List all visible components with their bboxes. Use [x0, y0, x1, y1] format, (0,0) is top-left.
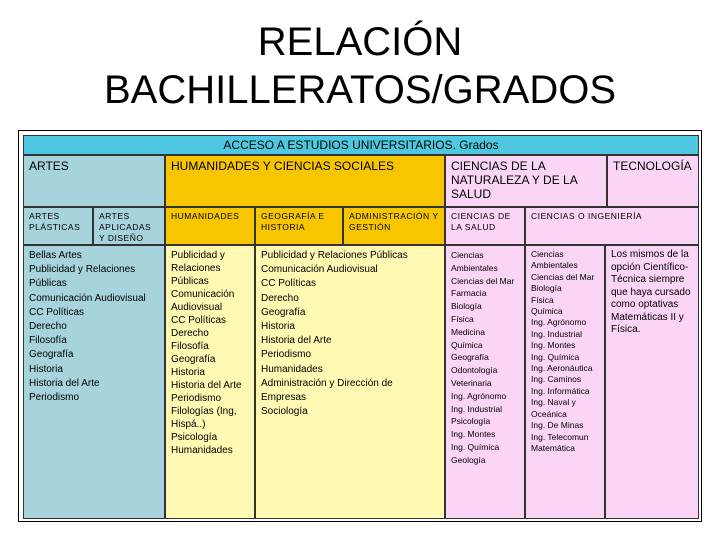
list-item: Administración y Dirección de Empresas [261, 377, 393, 404]
list-item: Farmacia [451, 288, 487, 299]
list-item: Física [531, 294, 554, 305]
list-item: Ing. De Minas [531, 420, 584, 431]
list-item: Historia del Arte [261, 335, 332, 347]
list-item: Humanidades [171, 445, 233, 456]
list-item: Comunicación Audiovisual [29, 292, 146, 304]
list-item: Filosofía [29, 335, 67, 347]
list-item: Historia del Arte [29, 377, 100, 389]
list-humanidades [171, 249, 249, 457]
list-item: Ing. Aeronáutica [531, 363, 593, 374]
column-ciencias-ingenieria [525, 245, 605, 519]
list-item: Ing. Montes [531, 340, 576, 351]
list-item: Ing. Caminos [531, 374, 582, 385]
list-item: Derecho [261, 292, 299, 304]
list-ciencias-ingenieria [531, 249, 599, 454]
list-item: CC Políticas [171, 315, 227, 326]
list-item: Matemática [531, 442, 575, 453]
column-ciencias-salud [445, 245, 525, 519]
list-item: Geología [451, 454, 486, 465]
list-item: Ing. Agrónomo [451, 390, 507, 401]
subheader-ciencias-ingenieria: CIENCIAS O INGENIERÍA [525, 207, 699, 245]
list-item: Ing. Agrónomo [531, 317, 587, 328]
list-item: Ing. Telecomun [531, 431, 589, 442]
list-item: Medicina [451, 326, 486, 337]
list-item: Comunicación Audiovisual [171, 289, 235, 313]
list-item: Psicología [451, 416, 491, 427]
list-item: Ciencias del Mar [451, 275, 515, 286]
list-item: Ing. Informática [531, 385, 590, 396]
column-tecnologia: Los mismos de la opción Científico-Técnica siempre que haya cursado como optativas Matemáticas II y Física. [605, 245, 699, 519]
subheader-artes-aplicadas: ARTES APLICADAS Y DISEÑO [93, 207, 165, 245]
list-item: Odontología [451, 365, 498, 376]
list-item: Filologías (Ing, Hispá..) [171, 406, 237, 430]
list-item: Filosofía [171, 341, 209, 352]
list-item: Ing. Industrial [531, 328, 583, 339]
header-humanidades: HUMANIDADES Y CIENCIAS SOCIALES [165, 155, 445, 207]
list-item: CC Políticas [261, 278, 317, 290]
list-item: Química [531, 306, 563, 317]
page-title [0, 18, 720, 114]
list-item: Comunicación Audiovisual [261, 264, 378, 276]
column-geografia-administracion [255, 245, 445, 519]
header-artes: ARTES [23, 155, 165, 207]
list-item: Ciencias del Mar [531, 271, 595, 282]
list-item: Periodismo [261, 349, 312, 361]
list-item: CC Políticas [29, 306, 85, 318]
subheader-ciencias-salud: CIENCIAS DE LA SALUD [445, 207, 525, 245]
list-item: Biología [451, 301, 482, 312]
list-item: Historia [261, 321, 295, 333]
list-artes [29, 249, 159, 405]
header-tecnologia: TECNOLOGÍA [607, 155, 699, 207]
list-geografia-administracion [261, 249, 439, 419]
list-item: Ing. Química [451, 441, 500, 452]
title-line-1: RELACIÓN [257, 20, 463, 64]
list-item: Ing. Industrial [451, 403, 503, 414]
list-item: Geografía [261, 306, 306, 318]
list-item: Historia del Arte [171, 380, 242, 391]
list-item: Sociología [261, 406, 308, 418]
subheader-artes-plasticas: ARTES PLÁSTICAS [23, 207, 93, 245]
title-line-2: BACHILLERATOS/GRADOS [104, 68, 616, 112]
list-item: Derecho [171, 328, 209, 339]
list-item: Ing. Naval y Oceánica [531, 397, 576, 419]
list-item: Ciencias Ambientales [451, 250, 498, 273]
list-item: Derecho [29, 321, 67, 333]
subheader-administracion: ADMINISTRACIÓN Y GESTIÓN [343, 207, 445, 245]
list-item: Historia [171, 367, 205, 378]
list-item: Física [451, 313, 474, 324]
list-item: Publicidad y Relaciones Públicas [29, 264, 136, 290]
header-ciencias-naturaleza: CIENCIAS DE LA NATURALEZA Y DE LA SALUD [445, 155, 607, 207]
list-item: Ciencias Ambientales [531, 249, 578, 271]
list-item: Historia [29, 363, 63, 375]
grades-table [18, 130, 702, 522]
subheader-geografia-historia: GEOGRAFÍA E HISTORIA [255, 207, 343, 245]
list-item: Geografía [29, 349, 74, 361]
list-item: Periodismo [171, 393, 222, 404]
list-item: Biología [531, 283, 562, 294]
list-item: Psicología [171, 432, 218, 443]
list-item: Humanidades [261, 363, 323, 375]
column-artes [23, 245, 165, 519]
subheader-humanidades: HUMANIDADES [165, 207, 255, 245]
list-item: Publicidad y Relaciones Públicas [171, 250, 225, 287]
column-humanidades [165, 245, 255, 519]
list-item: Periodismo [29, 392, 80, 404]
list-item: Veterinaria [451, 377, 492, 388]
list-item: Ing. Química [531, 351, 580, 362]
table-banner: ACCESO A ESTUDIOS UNIVERSITARIOS. Grados [23, 135, 699, 155]
list-item: Bellas Artes [29, 250, 82, 261]
list-item: Publicidad y Relaciones Públicas [261, 250, 408, 261]
list-item: Química [451, 339, 483, 350]
list-ciencias-salud [451, 249, 519, 467]
list-item: Ing. Montes [451, 429, 496, 440]
list-item: Geografía [451, 352, 489, 363]
list-item: Geografía [171, 354, 216, 365]
